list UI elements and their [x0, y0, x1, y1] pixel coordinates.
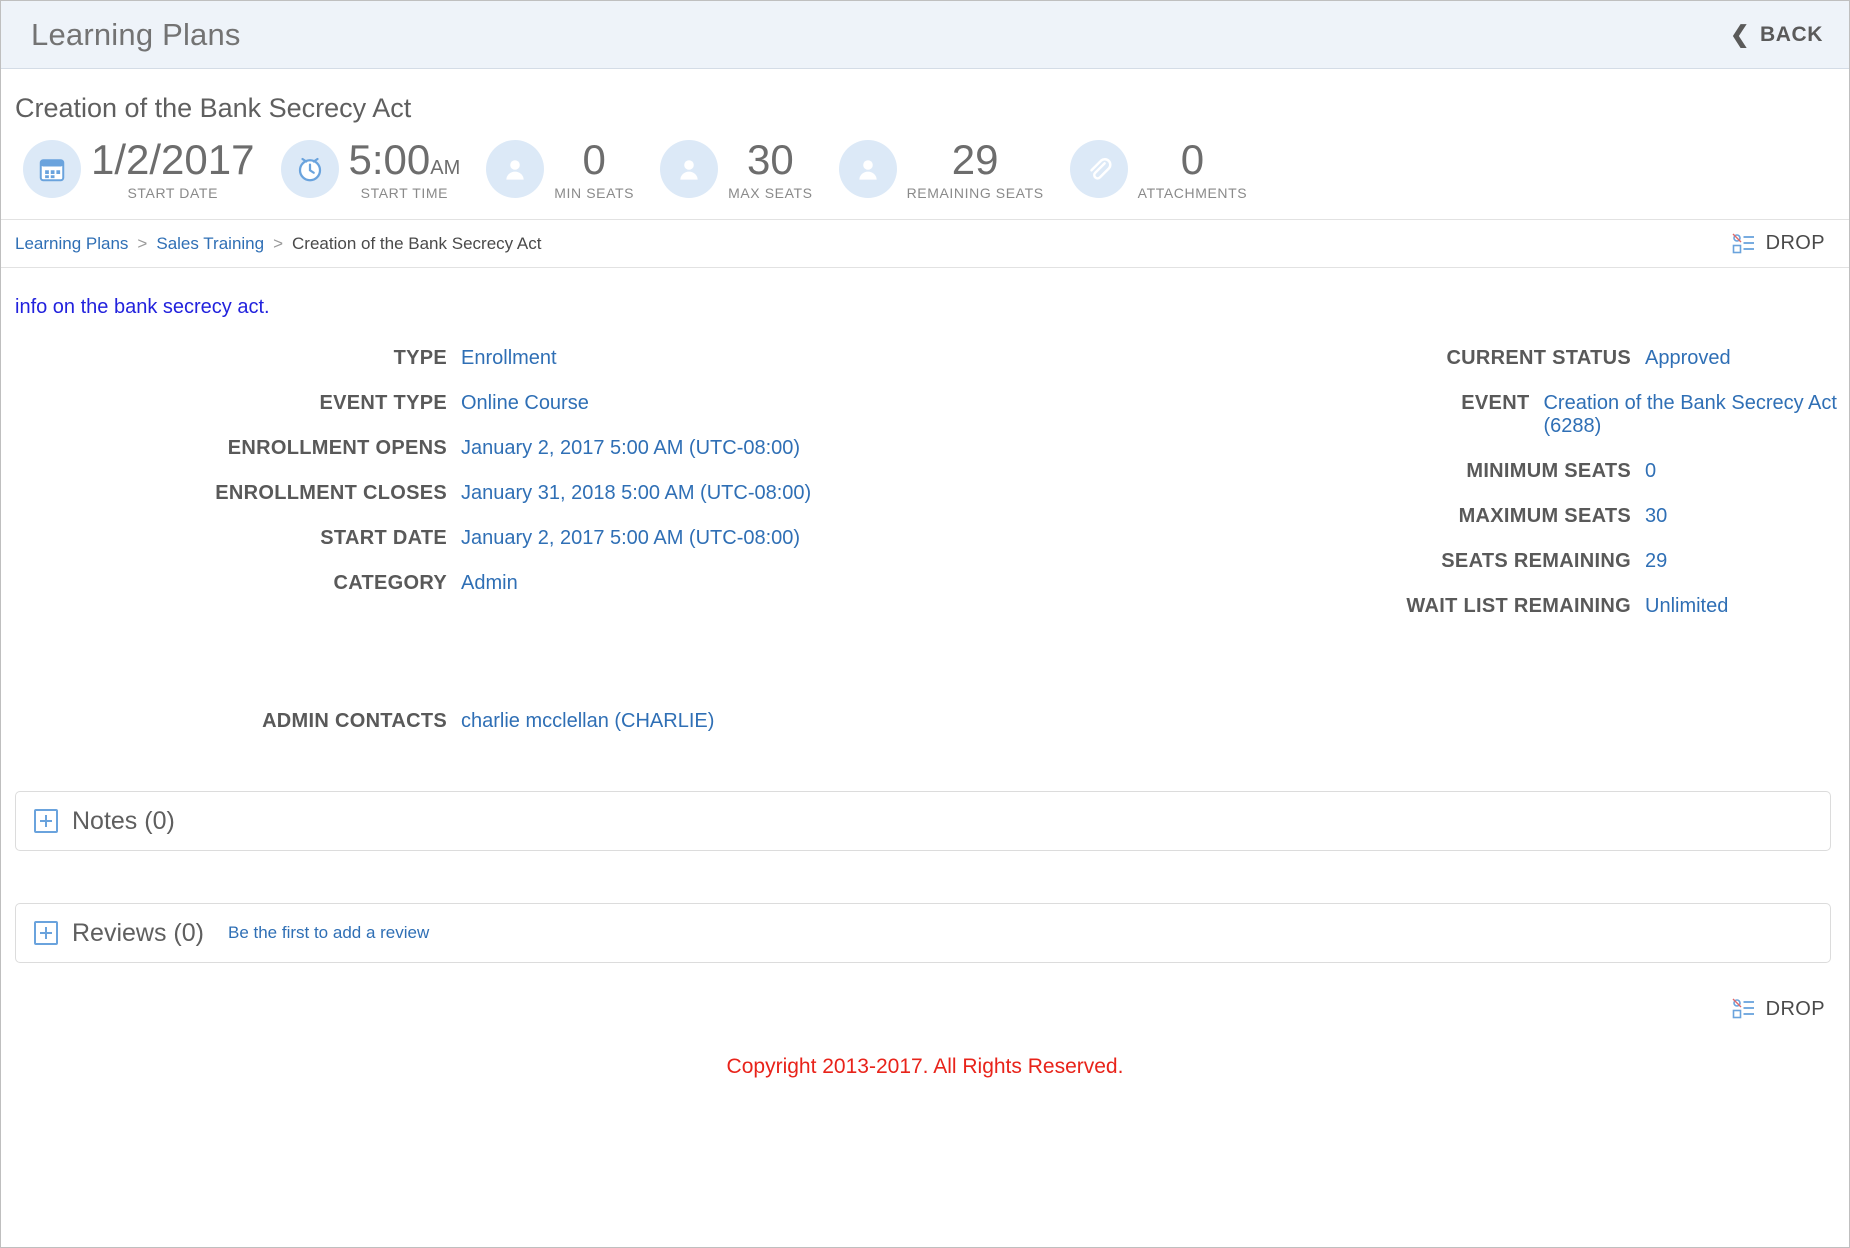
stat-start-date — [23, 138, 255, 201]
expand-plus-icon[interactable] — [34, 809, 58, 833]
field-current-status — [925, 347, 1849, 370]
drop-button-bottom[interactable] — [1731, 997, 1825, 1021]
stat-remaining-seats — [839, 138, 1044, 201]
field-label: TYPE — [393, 347, 447, 370]
field-label: ENROLLMENT OPENS — [227, 437, 447, 460]
breadcrumb-item-current: Creation of the Bank Secrecy Act — [292, 233, 542, 253]
stat-label: MAX SEATS — [728, 185, 813, 202]
field-label: START DATE — [320, 527, 447, 550]
stat-value: 0 — [582, 136, 606, 183]
field-seats-remaining — [925, 550, 1849, 573]
field-value[interactable]: Enrollment — [461, 347, 557, 370]
field-label: ENROLLMENT CLOSES — [215, 482, 447, 505]
page-title: Learning Plans — [31, 16, 241, 52]
stat-label: REMAINING SEATS — [906, 185, 1044, 202]
field-value[interactable]: Admin — [461, 572, 518, 595]
person-icon — [839, 140, 897, 198]
field-wait-list-remaining — [925, 595, 1849, 618]
reviews-panel-title: Reviews (0) — [72, 918, 204, 947]
notes-panel-title: Notes (0) — [72, 806, 175, 835]
stat-label: MIN SEATS — [554, 185, 635, 202]
drop-button-label: DROP — [1765, 232, 1825, 255]
reviews-panel[interactable] — [15, 903, 1831, 963]
field-value[interactable]: Online Course — [461, 392, 589, 415]
calendar-icon — [23, 140, 81, 198]
field-label: SEATS REMAINING — [1441, 550, 1631, 573]
stat-label: ATTACHMENTS — [1137, 185, 1248, 202]
field-start-date — [1, 527, 925, 550]
breadcrumb-item-sales-training[interactable]: Sales Training — [156, 233, 265, 253]
stat-label: START TIME — [360, 185, 449, 202]
field-value: Approved — [1645, 347, 1731, 370]
drop-enrollment-icon — [1731, 997, 1757, 1021]
field-value: 29 — [1645, 550, 1668, 573]
paperclip-icon — [1070, 140, 1128, 198]
stat-min-seats — [486, 138, 634, 201]
field-maximum-seats — [925, 505, 1849, 528]
field-admin-contacts — [1, 710, 1849, 733]
chevron-left-icon: ❮ — [1730, 21, 1750, 47]
stat-value: 0 — [1180, 136, 1205, 183]
field-value: Unlimited — [1645, 595, 1729, 618]
field-label: CATEGORY — [333, 572, 447, 595]
field-value: 0 — [1645, 460, 1657, 483]
field-enrollment-closes — [1, 482, 925, 505]
field-label: MAXIMUM SEATS — [1458, 505, 1631, 528]
person-icon — [660, 140, 718, 198]
breadcrumb-separator: > — [273, 233, 284, 253]
stat-start-time — [281, 138, 461, 201]
person-icon — [486, 140, 544, 198]
drop-button-label: DROP — [1765, 997, 1825, 1020]
stat-label: START DATE — [127, 185, 219, 202]
field-type — [1, 347, 925, 370]
field-label: WAIT LIST REMAINING — [1406, 595, 1631, 618]
field-enrollment-opens — [1, 437, 925, 460]
details-section — [1, 319, 1849, 640]
field-value: January 31, 2018 5:00 AM (UTC-08:00) — [461, 482, 812, 505]
field-value: January 2, 2017 5:00 AM (UTC-08:00) — [461, 527, 801, 550]
field-label: MINIMUM SEATS — [1466, 460, 1631, 483]
stat-value: 29 — [951, 136, 999, 183]
back-button-label: BACK — [1759, 22, 1823, 46]
stats-row — [1, 124, 1849, 219]
details-right-column — [925, 347, 1849, 640]
details-left-column — [1, 347, 925, 640]
course-title: Creation of the Bank Secrecy Act — [15, 93, 412, 123]
field-label: CURRENT STATUS — [1446, 347, 1631, 370]
back-button[interactable] — [1730, 23, 1823, 47]
field-value: January 2, 2017 5:00 AM (UTC-08:00) — [461, 437, 801, 460]
notes-panel[interactable] — [15, 791, 1831, 851]
field-event — [925, 392, 1849, 438]
add-review-link[interactable]: Be the first to add a review — [227, 923, 430, 943]
app-header — [1, 1, 1849, 69]
field-minimum-seats — [925, 460, 1849, 483]
field-label: ADMIN CONTACTS — [262, 710, 447, 733]
copyright-text: Copyright 2013-2017. All Rights Reserved. — [726, 1055, 1124, 1079]
stat-attachments — [1070, 138, 1248, 201]
breadcrumb — [15, 234, 542, 254]
field-label: EVENT — [1461, 392, 1530, 415]
field-label: EVENT TYPE — [319, 392, 447, 415]
stat-value-suffix: AM — [430, 157, 461, 179]
stat-max-seats — [660, 138, 813, 201]
field-value[interactable]: Creation of the Bank Secrecy Act (6288) — [1543, 392, 1837, 438]
course-description: info on the bank secrecy act. — [15, 296, 270, 319]
stat-value: 30 — [746, 136, 794, 183]
stat-value: 5:00AM — [348, 136, 461, 183]
drop-enrollment-icon — [1731, 232, 1757, 256]
breadcrumb-item-learning-plans[interactable]: Learning Plans — [15, 233, 129, 253]
expand-plus-icon[interactable] — [34, 921, 58, 945]
footer-drop-row — [1, 963, 1849, 1021]
clock-icon — [281, 140, 339, 198]
field-event-type — [1, 392, 925, 415]
drop-button-top[interactable] — [1731, 232, 1825, 256]
field-value[interactable]: charlie mcclellan (CHARLIE) — [461, 710, 715, 733]
field-category — [1, 572, 925, 595]
breadcrumb-separator: > — [137, 233, 148, 253]
field-value: 30 — [1645, 505, 1668, 528]
stat-value: 1/2/2017 — [91, 136, 255, 183]
breadcrumb-bar — [1, 219, 1849, 268]
